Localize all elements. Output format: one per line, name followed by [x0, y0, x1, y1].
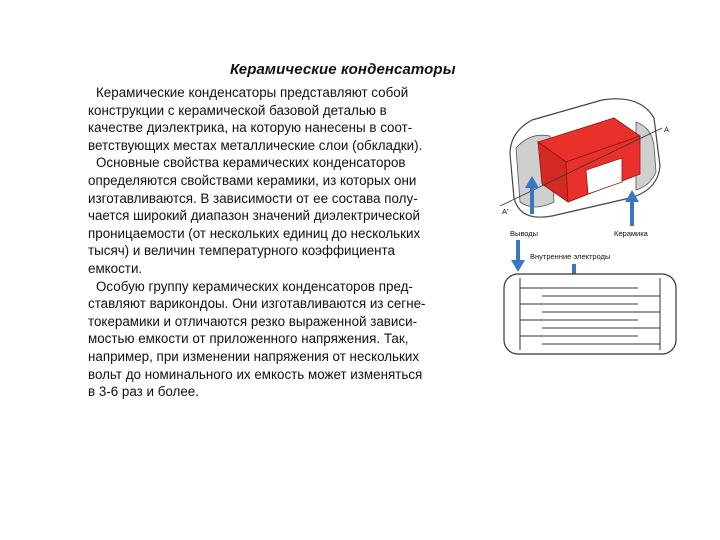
capacitor-cross-section — [504, 274, 676, 354]
text-line: проницаемости (от нескольких единиц до нескольких — [88, 225, 421, 241]
label-a-prime: A' — [502, 207, 509, 216]
capacitor-3d-view — [500, 99, 662, 217]
text-line: Основные свойства керамических конденсаторов — [96, 155, 406, 171]
text-line: ветствующих местах металлические слои (обкладки). — [88, 137, 423, 153]
text-line: мостью емкости от приложенного напряжения. Так, — [88, 331, 409, 347]
text-line: в 3-6 раз и более. — [88, 384, 199, 400]
text-line: чается широкий диапазон значений диэлектрической — [88, 208, 420, 224]
label-a: A — [664, 125, 670, 134]
body-text — [88, 84, 480, 401]
text-line: токерамики и отличаются резко выраженной зависи- — [88, 313, 418, 329]
page-title: Керамические конденсаторы — [230, 61, 456, 78]
text-line: емкости. — [88, 260, 143, 276]
paragraph-2 — [88, 154, 480, 277]
text-line: Особую группу керамических конденсаторов пред- — [96, 278, 413, 294]
cross-section-body — [504, 274, 676, 354]
text-line: вольт до номинального их емкость может изменяться — [88, 366, 423, 382]
paragraph-3 — [88, 278, 480, 401]
text-line: конструкции с керамической базовой деталью в — [88, 102, 387, 118]
capacitor-figure — [490, 98, 690, 443]
text-line: определяются свойствами керамики, из которых они — [88, 172, 417, 188]
text-line: тысяч) и величин температурного коэффициента — [88, 243, 395, 259]
text-line: изготавливаются. В зависимости от ее состава полу- — [88, 190, 418, 206]
arrow-leads-down — [511, 240, 525, 272]
text-line: качестве диэлектрика, на которую нанесены в соот- — [88, 120, 413, 136]
label-ceramic: Керамика — [614, 229, 648, 238]
label-leads: Выводы — [510, 229, 539, 238]
text-line: например, при изменении напряжения от нескольких — [88, 348, 420, 364]
text-line: Керамические конденсаторы представляют собой — [96, 85, 409, 100]
label-electrodes: Внутренние электроды — [530, 252, 611, 261]
text-line: ставляют варикондоы. Они изготавливаются из сегне- — [88, 296, 426, 312]
paragraph-1 — [88, 84, 480, 154]
